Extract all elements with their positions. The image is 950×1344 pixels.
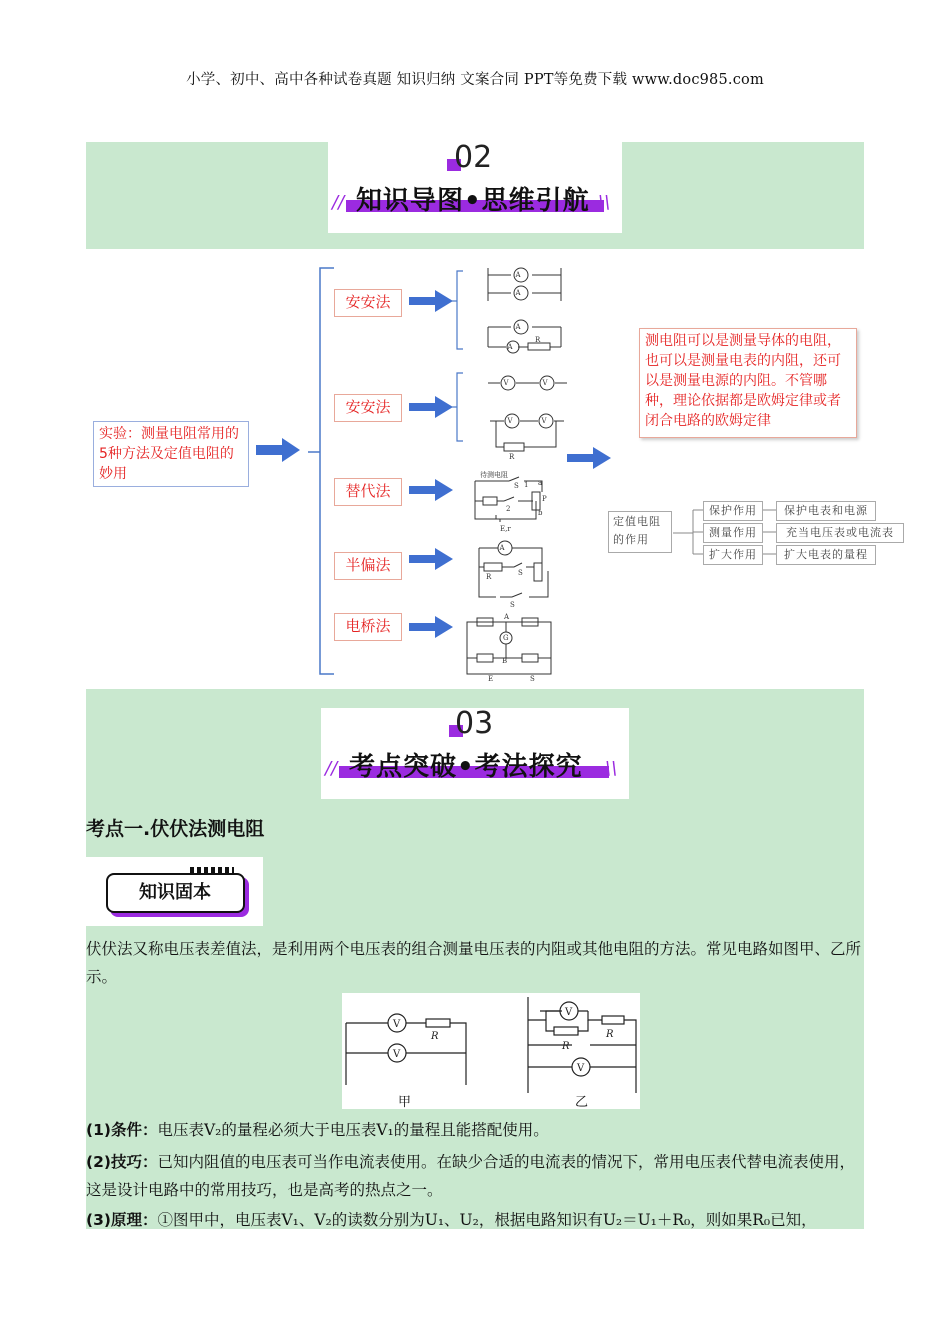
label-a2b: A <box>515 323 521 331</box>
method-2: 安安法 <box>334 394 402 422</box>
label-v2b: V <box>541 417 547 425</box>
circuit-1 <box>488 268 561 301</box>
circuit-3 <box>488 376 567 390</box>
technique-text: 已知内阻值的电压表可当作电流表使用。在缺少合适的电流表的情况下，常用电压表代替电流表使用，这是设计电路中的常用技巧，也是高考的热点之一。 <box>86 1153 855 1199</box>
condition-label: (1)条件： <box>86 1121 158 1139</box>
root-box <box>93 421 249 487</box>
page-header: 小学、初中、高中各种试卷真题 知识归纳 文案合同 PPT等免费下载 www.doc985.com <box>186 72 764 88</box>
banner-02 <box>328 142 622 233</box>
label-dut: 待测电阻 <box>480 471 508 479</box>
condition-text: 电压表V₂的量程必须大于电压表V₁的量程且能搭配使用。 <box>157 1121 549 1139</box>
role-3: 扩大作用 <box>703 545 763 565</box>
label-a2: A <box>515 271 521 279</box>
role-detail-2: 充当电压表或电流表 <box>776 523 904 543</box>
role-detail-1: 保护电表和电源 <box>776 501 876 521</box>
badge-text: 知识固本 <box>139 882 211 903</box>
conclusion-box <box>639 328 857 438</box>
circuit-7 <box>467 618 551 674</box>
method-4: 半偏法 <box>334 552 402 580</box>
label-2: 2 <box>506 505 511 513</box>
circuit-figure-svg <box>342 993 640 1109</box>
conclusion-text: 测电阻可以是测量导体的电阻，也可以是测量电表的内阻，还可以是测量电源的内阻。不管哪种，理论依据都是欧姆定律或者闭合电路的欧姆定律 <box>645 333 841 429</box>
label-node-a: A <box>504 613 510 621</box>
role-1: 保护作用 <box>703 501 763 521</box>
banner-03 <box>321 708 629 799</box>
label-a1: A <box>515 289 521 297</box>
method-3: 替代法 <box>334 478 402 506</box>
technique-label: (2)技巧： <box>86 1153 158 1171</box>
label-s2: S <box>518 569 523 577</box>
label-node-b: B <box>502 657 508 665</box>
mind-map <box>86 249 894 689</box>
fig-label-v1: V <box>393 1019 401 1030</box>
label-er: E,r <box>500 525 511 533</box>
fig-label-r0: R <box>431 1031 439 1042</box>
label-amm: A <box>499 544 505 552</box>
circuit-2 <box>488 320 561 353</box>
principle-paragraph <box>86 1206 864 1234</box>
label-r0-1: R <box>535 336 541 344</box>
label-v1b: V <box>507 417 513 425</box>
label-s-bridge: S <box>530 675 535 683</box>
fig-label-v2: V <box>393 1049 401 1060</box>
condition-paragraph <box>86 1116 864 1144</box>
label-v1: V <box>503 379 509 387</box>
label-e: E <box>488 675 494 683</box>
circuit-4 <box>490 414 564 451</box>
label-p: P <box>542 495 547 503</box>
resistor-root-box <box>608 511 672 553</box>
banner-number: 02 <box>454 140 493 175</box>
fig-label-rx: R <box>606 1029 614 1040</box>
banner-title: 知识导图•思维引航 <box>356 186 590 216</box>
method-1: 安安法 <box>334 289 402 317</box>
label-a1b: A <box>507 343 513 351</box>
fig-label-r0b: R <box>562 1041 570 1052</box>
badge-rings <box>190 867 234 873</box>
label-v2: V <box>542 379 548 387</box>
circuit-figure <box>342 993 640 1109</box>
slash-left-icon: // <box>325 758 338 779</box>
principle-label: (3)原理： <box>86 1211 158 1229</box>
banner-title: 考点突破•考法探究 <box>349 752 583 782</box>
role-2: 测量作用 <box>703 523 763 543</box>
banner-number: 03 <box>455 706 494 741</box>
label-r: R <box>486 573 492 581</box>
label-s1: S <box>510 601 515 609</box>
slash-right-icon: \\ <box>598 192 611 213</box>
technique-paragraph <box>86 1148 864 1204</box>
label-s: S <box>514 482 519 490</box>
figure-label-jia: 甲 <box>398 1095 412 1110</box>
slash-left-icon: // <box>332 192 345 213</box>
root-text: 实验：测量电阻常用的5种方法及定值电阻的妙用 <box>99 426 239 482</box>
circuit-5 <box>475 477 542 522</box>
intro-paragraph: 伏伏法又称电压表差值法，是利用两个电压表的组合测量电压表的内阻或其他电阻的方法。常见电路如图甲、乙所示。 <box>86 940 862 986</box>
label-a: a <box>538 479 543 487</box>
circuit-6 <box>479 541 548 597</box>
role-detail-3: 扩大电表的量程 <box>776 545 876 565</box>
principle-text: ①图甲中，电压表V₁、V₂的读数分别为U₁、U₂，根据电路知识有U₂＝U₁＋R₀，则如果R₀已知， <box>157 1211 817 1229</box>
fig-label-v1b: V <box>565 1007 573 1018</box>
label-r0-2: R <box>509 453 515 461</box>
label-b: b <box>538 509 543 517</box>
method-5: 电桥法 <box>334 613 402 641</box>
section-title: 考点一.伏伏法测电阻 <box>86 818 265 840</box>
knowledge-badge <box>86 857 263 926</box>
label-g: G <box>503 634 509 642</box>
resistor-root-text: 定值电阻的作用 <box>613 515 661 546</box>
slash-right-icon: \\ <box>605 758 618 779</box>
figure-label-yi: 乙 <box>575 1095 589 1110</box>
label-1: 1 <box>524 481 529 489</box>
fig-label-v2b: V <box>577 1063 585 1074</box>
